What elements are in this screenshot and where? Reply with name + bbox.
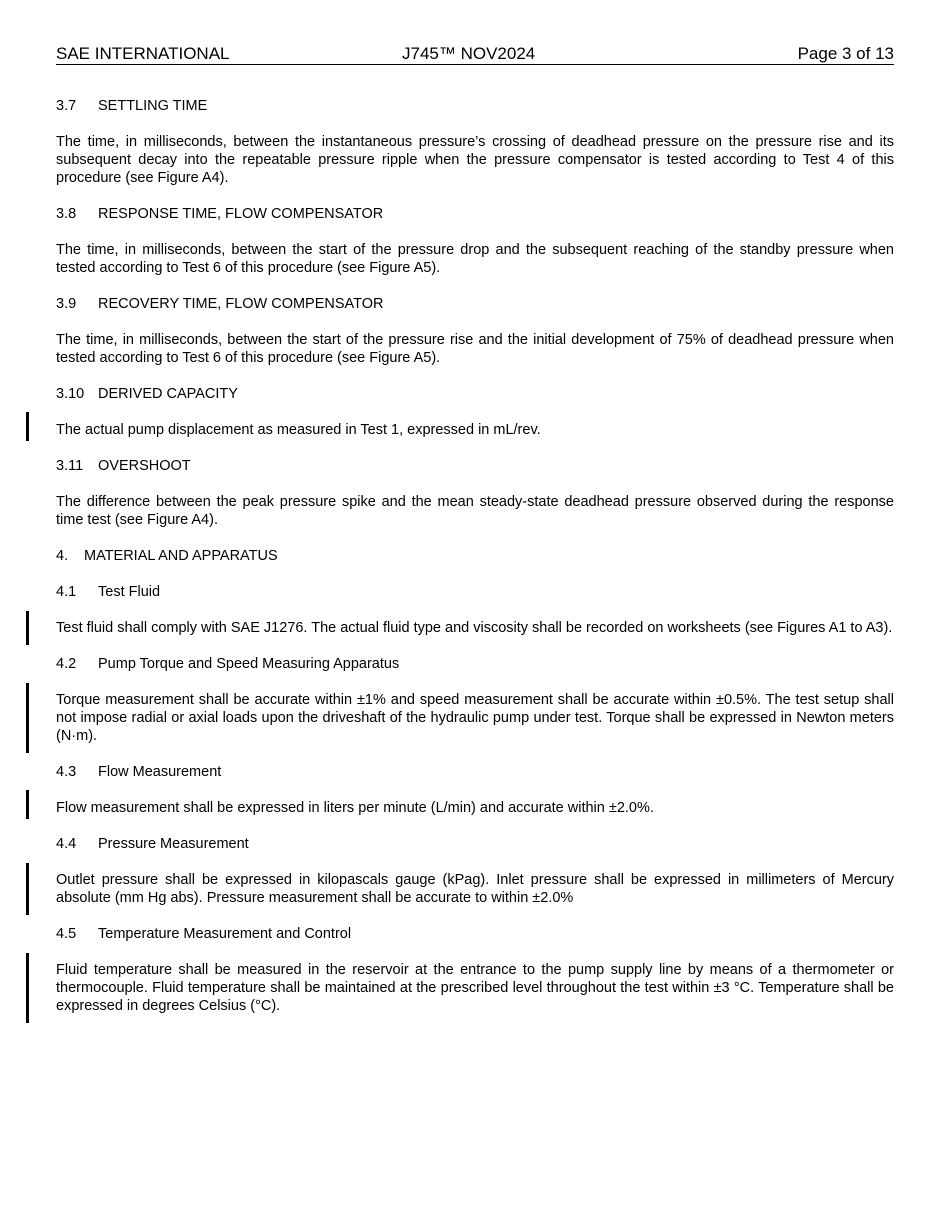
section-number: 3.8 xyxy=(56,206,77,222)
section-body-text: Torque measurement shall be accurate within ±1% and speed measurement shall be accurate within ±0.5%. The test setup shall not impose radial or axial loads upon the driveshaft of the hydraulic pump under test. Torque shall be expressed in Newton meters (N·m). xyxy=(56,692,894,744)
section-heading-4-3 xyxy=(56,763,894,781)
section-title: Temperature Measurement and Control xyxy=(98,926,352,942)
section-body-4-5 xyxy=(56,961,894,1015)
section-title: OVERSHOOT xyxy=(98,458,191,474)
section-title: DERIVED CAPACITY xyxy=(98,386,238,402)
page-header xyxy=(56,44,894,65)
header-document-id: J745™ NOV2024 xyxy=(402,44,536,63)
section-body-3-10 xyxy=(56,421,894,439)
section-title: Flow Measurement xyxy=(98,764,222,780)
section-heading-4-1 xyxy=(56,583,894,601)
section-body-4-2 xyxy=(56,691,894,745)
section-heading-3-10 xyxy=(56,385,894,403)
section-number: 3.11 xyxy=(56,458,84,474)
change-bar xyxy=(26,683,29,753)
section-number: 3.9 xyxy=(56,296,77,312)
section-heading-3-8 xyxy=(56,205,894,223)
section-heading-3-7 xyxy=(56,97,894,115)
section-heading-4 xyxy=(56,547,894,565)
section-title: RECOVERY TIME, FLOW COMPENSATOR xyxy=(98,296,384,312)
section-number: 4.3 xyxy=(56,764,77,780)
section-number: 4.1 xyxy=(56,584,77,600)
section-number: 3.7 xyxy=(56,98,77,114)
section-body-3-8: The time, in milliseconds, between the start of the pressure drop and the subsequent reaching of the standby pressure when tested according to Test 6 of this procedure (see Figure A5). xyxy=(56,242,894,276)
section-number: 4.2 xyxy=(56,656,77,672)
change-bar xyxy=(26,412,29,441)
section-number: 4. xyxy=(56,548,69,564)
section-body-text: The actual pump displacement as measured in Test 1, expressed in mL/rev. xyxy=(56,422,541,438)
section-title: MATERIAL AND APPARATUS xyxy=(84,548,278,564)
section-number: 3.10 xyxy=(56,386,85,402)
section-body-4-4 xyxy=(56,871,894,907)
header-organization: SAE INTERNATIONAL xyxy=(56,44,230,63)
section-heading-4-5 xyxy=(56,925,894,943)
section-title: SETTLING TIME xyxy=(98,98,208,114)
section-heading-4-2 xyxy=(56,655,894,673)
section-title: Test Fluid xyxy=(98,584,161,600)
change-bar xyxy=(26,863,29,915)
section-heading-4-4 xyxy=(56,835,894,853)
section-title: Pump Torque and Speed Measuring Apparatus xyxy=(98,656,400,672)
section-body-text: Fluid temperature shall be measured in the reservoir at the entrance to the pump supply line by means of a thermometer or thermocouple. Fluid temperature shall be maintained at the prescribed level throughout the test within ±3 °C. Temperature shall be expressed in degrees Celsius (°C). xyxy=(56,962,894,1014)
change-bar xyxy=(26,611,29,645)
section-body-text: Test fluid shall comply with SAE J1276. The actual fluid type and viscosity shall be recorded on worksheets (see Figures A1 to A3). xyxy=(56,620,893,636)
section-body-4-3 xyxy=(56,799,894,817)
document-body xyxy=(56,97,894,1033)
section-body-text: Flow measurement shall be expressed in liters per minute (L/min) and accurate within ±2.0%. xyxy=(56,800,654,816)
section-body-3-11: The difference between the peak pressure spike and the mean steady-state deadhead pressure observed during the response time test (see Figure A4). xyxy=(56,494,894,528)
section-number: 4.4 xyxy=(56,836,77,852)
section-number: 4.5 xyxy=(56,926,77,942)
change-bar xyxy=(26,790,29,819)
header-page-number: Page 3 of 13 xyxy=(797,44,894,63)
section-heading-3-9 xyxy=(56,295,894,313)
section-body-3-9: The time, in milliseconds, between the start of the pressure rise and the initial development of 75% of deadhead pressure when tested according to Test 6 of this procedure (see Figure A5). xyxy=(56,332,894,366)
section-title: RESPONSE TIME, FLOW COMPENSATOR xyxy=(98,206,384,222)
change-bar xyxy=(26,953,29,1023)
section-heading-3-11 xyxy=(56,457,894,475)
section-body-3-7: The time, in milliseconds, between the instantaneous pressure’s crossing of deadhead pressure on the pressure rise and its subsequent decay into the repeatable pressure ripple when the pressure compensator is tested according to Test 4 of this procedure (see Figure A4). xyxy=(56,134,894,186)
section-body-4-1 xyxy=(56,619,894,637)
section-body-text: Outlet pressure shall be expressed in kilopascals gauge (kPag). Inlet pressure shall be expressed in millimeters of Mercury absolute (mm Hg abs). Pressure measurement shall be accurate to within ±2.0% xyxy=(56,872,894,906)
section-title: Pressure Measurement xyxy=(98,836,249,852)
